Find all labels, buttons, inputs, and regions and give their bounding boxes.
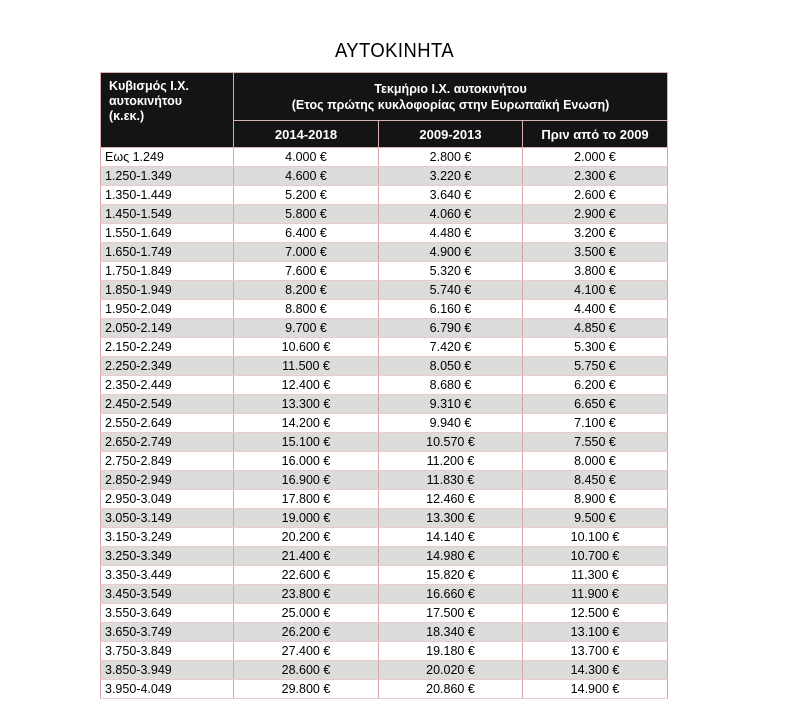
presumption-value-cell: 4.400 € <box>523 300 668 319</box>
engine-capacity-cell: 2.050-2.149 <box>101 319 234 338</box>
presumption-value-cell: 2.600 € <box>523 186 668 205</box>
presumption-value-cell: 6.200 € <box>523 376 668 395</box>
engine-capacity-cell: 2.650-2.749 <box>101 433 234 452</box>
tax-presumption-table <box>100 72 668 699</box>
engine-capacity-cell: 1.350-1.449 <box>101 186 234 205</box>
table-row <box>101 604 668 623</box>
presumption-value-cell: 3.220 € <box>379 167 523 186</box>
corner-line-1: Κυβισμός Ι.Χ. <box>109 79 189 93</box>
presumption-value-cell: 3.500 € <box>523 243 668 262</box>
table-header <box>101 73 668 148</box>
engine-capacity-cell: 1.750-1.849 <box>101 262 234 281</box>
presumption-value-cell: 12.460 € <box>379 490 523 509</box>
presumption-value-cell: 9.500 € <box>523 509 668 528</box>
engine-capacity-cell: 2.850-2.949 <box>101 471 234 490</box>
presumption-value-cell: 5.200 € <box>234 186 379 205</box>
table-row <box>101 490 668 509</box>
presumption-value-cell: 13.700 € <box>523 642 668 661</box>
table-row <box>101 642 668 661</box>
engine-capacity-cell: 1.550-1.649 <box>101 224 234 243</box>
engine-capacity-cell: 3.650-3.749 <box>101 623 234 642</box>
table-row <box>101 471 668 490</box>
table-row <box>101 452 668 471</box>
presumption-value-cell: 10.600 € <box>234 338 379 357</box>
presumption-value-cell: 17.500 € <box>379 604 523 623</box>
engine-capacity-cell: 1.250-1.349 <box>101 167 234 186</box>
presumption-value-cell: 25.000 € <box>234 604 379 623</box>
table-row <box>101 547 668 566</box>
column-header-before-2009: Πριν από το 2009 <box>523 121 668 148</box>
table-row <box>101 243 668 262</box>
presumption-value-cell: 13.100 € <box>523 623 668 642</box>
engine-capacity-cell: 2.950-3.049 <box>101 490 234 509</box>
group-line-1: Τεκμήριο Ι.Χ. αυτοκινήτου <box>374 81 527 96</box>
engine-capacity-cell: 2.550-2.649 <box>101 414 234 433</box>
table-row <box>101 623 668 642</box>
presumption-value-cell: 16.000 € <box>234 452 379 471</box>
presumption-value-cell: 12.400 € <box>234 376 379 395</box>
engine-capacity-cell: 2.250-2.349 <box>101 357 234 376</box>
table-row <box>101 661 668 680</box>
presumption-value-cell: 15.820 € <box>379 566 523 585</box>
table-body <box>101 148 668 699</box>
presumption-value-cell: 28.600 € <box>234 661 379 680</box>
presumption-value-cell: 4.900 € <box>379 243 523 262</box>
presumption-value-cell: 2.300 € <box>523 167 668 186</box>
presumption-value-cell: 9.310 € <box>379 395 523 414</box>
presumption-value-cell: 22.600 € <box>234 566 379 585</box>
presumption-value-cell: 26.200 € <box>234 623 379 642</box>
presumption-value-cell: 14.140 € <box>379 528 523 547</box>
presumption-value-cell: 5.300 € <box>523 338 668 357</box>
engine-capacity-cell: 3.150-3.249 <box>101 528 234 547</box>
presumption-value-cell: 3.640 € <box>379 186 523 205</box>
presumption-value-cell: 7.420 € <box>379 338 523 357</box>
presumption-value-cell: 8.900 € <box>523 490 668 509</box>
table-row <box>101 224 668 243</box>
presumption-value-cell: 7.100 € <box>523 414 668 433</box>
presumption-value-cell: 27.400 € <box>234 642 379 661</box>
presumption-value-cell: 8.450 € <box>523 471 668 490</box>
engine-capacity-cell: 3.250-3.349 <box>101 547 234 566</box>
table-row <box>101 509 668 528</box>
table-row <box>101 186 668 205</box>
engine-capacity-cell: 3.750-3.849 <box>101 642 234 661</box>
engine-capacity-cell: 3.450-3.549 <box>101 585 234 604</box>
engine-capacity-cell: 2.150-2.249 <box>101 338 234 357</box>
presumption-value-cell: 14.200 € <box>234 414 379 433</box>
presumption-value-cell: 14.980 € <box>379 547 523 566</box>
presumption-value-cell: 10.570 € <box>379 433 523 452</box>
presumption-value-cell: 2.800 € <box>379 148 523 167</box>
presumption-value-cell: 7.550 € <box>523 433 668 452</box>
engine-capacity-cell: 3.050-3.149 <box>101 509 234 528</box>
table-row <box>101 300 668 319</box>
presumption-value-cell: 4.100 € <box>523 281 668 300</box>
presumption-value-cell: 3.800 € <box>523 262 668 281</box>
presumption-value-cell: 11.830 € <box>379 471 523 490</box>
presumption-value-cell: 13.300 € <box>379 509 523 528</box>
presumption-value-cell: 7.000 € <box>234 243 379 262</box>
column-header-2014-2018: 2014-2018 <box>234 121 379 148</box>
engine-capacity-cell: 2.750-2.849 <box>101 452 234 471</box>
presumption-value-cell: 6.400 € <box>234 224 379 243</box>
table-row <box>101 680 668 699</box>
engine-capacity-cell: 1.450-1.549 <box>101 205 234 224</box>
presumption-value-cell: 12.500 € <box>523 604 668 623</box>
table-row <box>101 414 668 433</box>
presumption-value-cell: 5.750 € <box>523 357 668 376</box>
engine-capacity-cell: 2.350-2.449 <box>101 376 234 395</box>
engine-capacity-cell: 1.850-1.949 <box>101 281 234 300</box>
presumption-value-cell: 14.900 € <box>523 680 668 699</box>
presumption-value-cell: 9.940 € <box>379 414 523 433</box>
presumption-value-cell: 19.180 € <box>379 642 523 661</box>
presumption-value-cell: 4.480 € <box>379 224 523 243</box>
presumption-value-cell: 11.900 € <box>523 585 668 604</box>
engine-capacity-cell: 1.950-2.049 <box>101 300 234 319</box>
presumption-value-cell: 17.800 € <box>234 490 379 509</box>
engine-capacity-cell: 3.950-4.049 <box>101 680 234 699</box>
presumption-value-cell: 15.100 € <box>234 433 379 452</box>
presumption-value-cell: 14.300 € <box>523 661 668 680</box>
presumption-value-cell: 16.900 € <box>234 471 379 490</box>
presumption-value-cell: 20.200 € <box>234 528 379 547</box>
presumption-value-cell: 10.700 € <box>523 547 668 566</box>
presumption-value-cell: 6.160 € <box>379 300 523 319</box>
table-row <box>101 395 668 414</box>
page-title: ΑΥΤΟΚΙΝΗΤΑ <box>334 40 455 62</box>
presumption-value-cell: 11.500 € <box>234 357 379 376</box>
presumption-value-cell: 2.000 € <box>523 148 668 167</box>
presumption-value-cell: 5.800 € <box>234 205 379 224</box>
corner-line-2: αυτοκινήτου <box>109 94 182 108</box>
group-line-2: (Ετος πρώτης κυκλοφορίας στην Ευρωπαϊκή Ενωση) <box>291 97 610 112</box>
presumption-group-header <box>234 73 668 121</box>
presumption-value-cell: 4.060 € <box>379 205 523 224</box>
table-row <box>101 281 668 300</box>
presumption-value-cell: 21.400 € <box>234 547 379 566</box>
presumption-value-cell: 23.800 € <box>234 585 379 604</box>
presumption-value-cell: 5.740 € <box>379 281 523 300</box>
presumption-value-cell: 6.650 € <box>523 395 668 414</box>
presumption-value-cell: 2.900 € <box>523 205 668 224</box>
presumption-value-cell: 8.680 € <box>379 376 523 395</box>
table-row <box>101 566 668 585</box>
presumption-value-cell: 4.000 € <box>234 148 379 167</box>
corner-line-3: (κ.εκ.) <box>109 109 145 123</box>
presumption-value-cell: 4.850 € <box>523 319 668 338</box>
engine-capacity-cell: 3.850-3.949 <box>101 661 234 680</box>
table-row <box>101 262 668 281</box>
table-row <box>101 167 668 186</box>
presumption-value-cell: 20.860 € <box>379 680 523 699</box>
presumption-value-cell: 8.000 € <box>523 452 668 471</box>
engine-capacity-cell: Εως 1.249 <box>101 148 234 167</box>
presumption-value-cell: 19.000 € <box>234 509 379 528</box>
table-row <box>101 319 668 338</box>
presumption-value-cell: 29.800 € <box>234 680 379 699</box>
engine-capacity-cell: 1.650-1.749 <box>101 243 234 262</box>
presumption-value-cell: 13.300 € <box>234 395 379 414</box>
presumption-value-cell: 8.050 € <box>379 357 523 376</box>
column-header-2009-2013: 2009-2013 <box>379 121 523 148</box>
table-row <box>101 528 668 547</box>
presumption-value-cell: 16.660 € <box>379 585 523 604</box>
presumption-value-cell: 7.600 € <box>234 262 379 281</box>
presumption-value-cell: 5.320 € <box>379 262 523 281</box>
table-row <box>101 376 668 395</box>
presumption-value-cell: 9.700 € <box>234 319 379 338</box>
presumption-value-cell: 10.100 € <box>523 528 668 547</box>
presumption-value-cell: 11.300 € <box>523 566 668 585</box>
presumption-value-cell: 11.200 € <box>379 452 523 471</box>
table-row <box>101 338 668 357</box>
table-row <box>101 148 668 167</box>
engine-capacity-cell: 3.550-3.649 <box>101 604 234 623</box>
engine-capacity-cell: 2.450-2.549 <box>101 395 234 414</box>
presumption-value-cell: 6.790 € <box>379 319 523 338</box>
presumption-value-cell: 8.200 € <box>234 281 379 300</box>
presumption-value-cell: 20.020 € <box>379 661 523 680</box>
engine-capacity-header <box>101 73 234 148</box>
table-row <box>101 357 668 376</box>
table-row <box>101 585 668 604</box>
table-row <box>101 433 668 452</box>
table-row <box>101 205 668 224</box>
presumption-value-cell: 3.200 € <box>523 224 668 243</box>
presumption-value-cell: 4.600 € <box>234 167 379 186</box>
presumption-value-cell: 8.800 € <box>234 300 379 319</box>
presumption-value-cell: 18.340 € <box>379 623 523 642</box>
engine-capacity-cell: 3.350-3.449 <box>101 566 234 585</box>
